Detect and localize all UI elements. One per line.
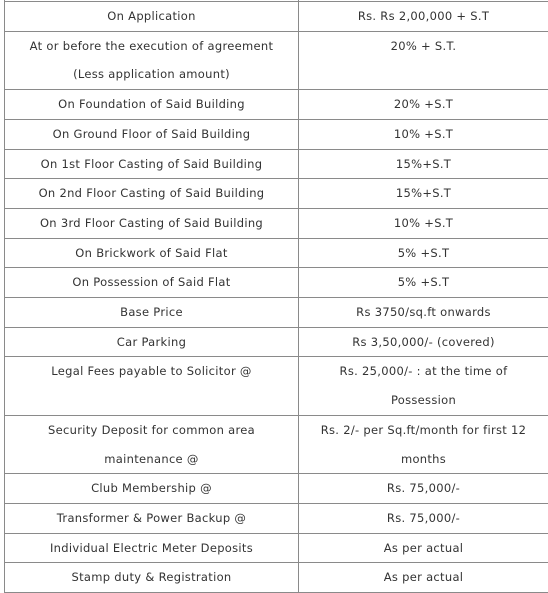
row-value-text: Rs 3750/sq.ft onwards — [305, 298, 542, 327]
table-row — [5, 474, 548, 504]
row-value-text: 5% +S.T — [305, 239, 542, 268]
row-label-text: Security Deposit for common area — [11, 416, 292, 445]
row-label-text: (Less application amount) — [11, 60, 292, 89]
payment-schedule-table — [4, 0, 548, 593]
row-label-cell — [5, 2, 299, 32]
row-label-text: Car Parking — [11, 328, 292, 357]
row-value-text: Rs 3,50,000/- (covered) — [305, 328, 542, 357]
row-value-cell — [299, 119, 548, 149]
row-value-cell — [299, 474, 548, 504]
row-value-cell — [299, 208, 548, 238]
row-value-text: months — [305, 445, 542, 474]
row-value-text: 5% +S.T — [305, 268, 542, 297]
table-row — [5, 238, 548, 268]
table-row — [5, 90, 548, 120]
row-value-text: 20% + S.T. — [305, 32, 542, 61]
row-label-cell — [5, 149, 299, 179]
table-row — [5, 119, 548, 149]
row-value-text: Rs. 2/- per Sq.ft/month for first 12 — [305, 416, 542, 445]
table-row — [5, 179, 548, 209]
row-label-cell — [5, 327, 299, 357]
table-row — [5, 533, 548, 563]
row-value-text: Rs. 75,000/- — [305, 474, 542, 503]
table-row — [5, 298, 548, 328]
row-label-cell — [5, 238, 299, 268]
row-label-text: Base Price — [11, 298, 292, 327]
row-label-cell — [5, 533, 299, 563]
row-value-text: Possession — [305, 386, 542, 415]
row-value-text: 20% +S.T — [305, 90, 542, 119]
row-label-text: maintenance @ — [11, 445, 292, 474]
row-value-text: 10% +S.T — [305, 120, 542, 149]
row-label-cell — [5, 474, 299, 504]
row-label-text: Individual Electric Meter Deposits — [11, 534, 292, 563]
table-row — [5, 327, 548, 357]
row-value-cell — [299, 179, 548, 209]
row-label-text: Stamp duty & Registration — [11, 563, 292, 592]
table-row — [5, 208, 548, 238]
row-label-cell — [5, 503, 299, 533]
payment-schedule-table-wrapper — [4, 0, 548, 593]
row-label-cell — [5, 298, 299, 328]
table-row — [5, 503, 548, 533]
row-label-cell — [5, 357, 299, 415]
row-label-text: On Application — [11, 2, 292, 31]
row-value-cell — [299, 327, 548, 357]
row-label-cell — [5, 179, 299, 209]
row-value-cell — [299, 238, 548, 268]
row-label-text: Legal Fees payable to Solicitor @ — [11, 357, 292, 386]
row-value-cell — [299, 2, 548, 32]
table-row — [5, 268, 548, 298]
row-value-cell — [299, 268, 548, 298]
row-label-text: Transformer & Power Backup @ — [11, 504, 292, 533]
row-value-cell — [299, 149, 548, 179]
row-value-text: 15%+S.T — [305, 150, 542, 179]
table-row — [5, 357, 548, 415]
row-label-text: On 2nd Floor Casting of Said Building — [11, 179, 292, 208]
row-value-cell — [299, 298, 548, 328]
row-label-text: On 3rd Floor Casting of Said Building — [11, 209, 292, 238]
row-value-text: Rs. Rs 2,00,000 + S.T — [305, 2, 542, 31]
row-value-cell — [299, 357, 548, 415]
row-label-cell — [5, 415, 299, 473]
row-label-text: On Possession of Said Flat — [11, 268, 292, 297]
row-label-cell — [5, 90, 299, 120]
row-value-text: As per actual — [305, 563, 542, 592]
payment-schedule-body — [5, 0, 548, 593]
row-label-cell — [5, 119, 299, 149]
table-row — [5, 31, 548, 89]
table-row — [5, 149, 548, 179]
row-value-text: As per actual — [305, 534, 542, 563]
row-label-text: Club Membership @ — [11, 474, 292, 503]
row-value-text: 15%+S.T — [305, 179, 542, 208]
row-label-text: On Ground Floor of Said Building — [11, 120, 292, 149]
row-label-text: On Brickwork of Said Flat — [11, 239, 292, 268]
row-label-text: On Foundation of Said Building — [11, 90, 292, 119]
row-label-text: On 1st Floor Casting of Said Building — [11, 150, 292, 179]
row-value-text: Rs. 25,000/- : at the time of — [305, 357, 542, 386]
row-label-text: At or before the execution of agreement — [11, 32, 292, 61]
row-label-cell — [5, 208, 299, 238]
row-value-cell — [299, 415, 548, 473]
table-row — [5, 415, 548, 473]
row-value-cell — [299, 503, 548, 533]
table-row — [5, 2, 548, 32]
row-label-cell — [5, 268, 299, 298]
row-value-cell — [299, 31, 548, 89]
row-value-text: 10% +S.T — [305, 209, 542, 238]
row-value-text: Rs. 75,000/- — [305, 504, 542, 533]
row-label-cell — [5, 31, 299, 89]
row-value-cell — [299, 90, 548, 120]
row-value-cell — [299, 533, 548, 563]
